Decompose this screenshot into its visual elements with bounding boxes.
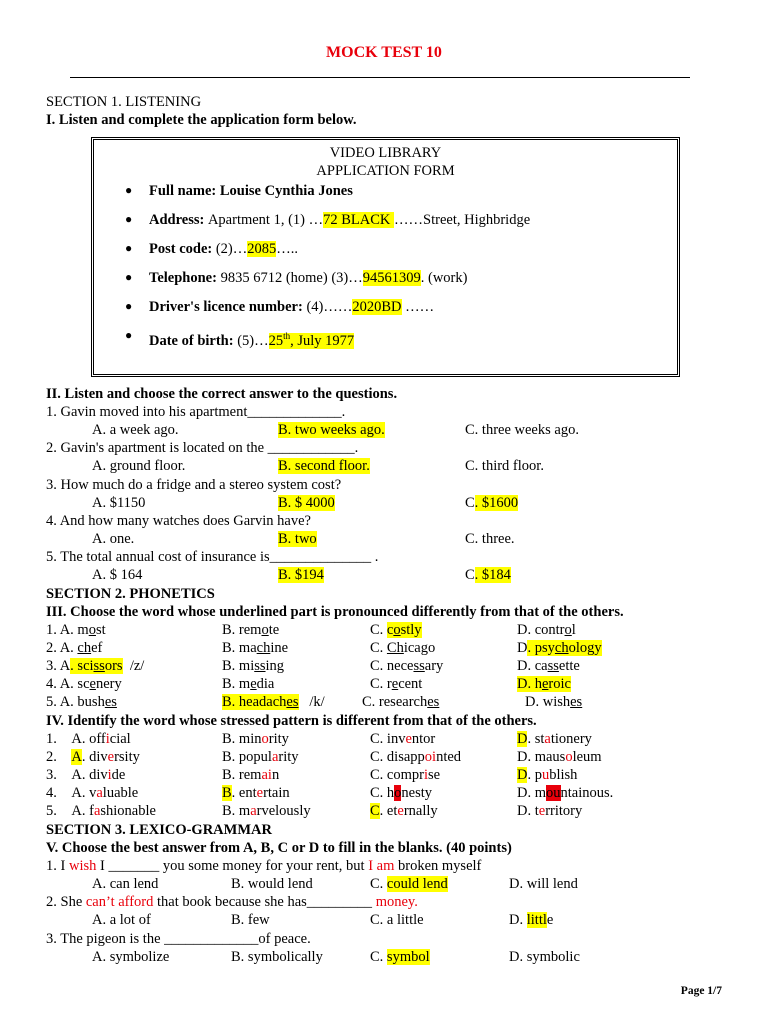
p4-row4-a: 4. A. valuable (46, 785, 139, 801)
form-field-answer: 94561309 (362, 270, 421, 286)
title-rule (70, 77, 690, 78)
form-field (149, 211, 530, 229)
option-b: B. second floor. (278, 458, 370, 474)
option-a: A. ground floor. (92, 458, 186, 474)
form-field-answer: 25th, July 1977 (268, 331, 355, 349)
form-field-answer: 2085 (247, 241, 277, 257)
p3-row1-d: D. control (517, 622, 576, 638)
document-title: MOCK TEST 10 (326, 44, 442, 61)
p4-row3-b: B. remain (222, 767, 280, 783)
p4-row3-c: C. comprise (370, 767, 441, 783)
p5-q3-c-text: symbol (386, 949, 430, 965)
option-b: B. $194 (278, 567, 324, 583)
form-field-label: Date of birth: (149, 332, 238, 349)
form-field-label: Driver's licence number: (149, 299, 307, 315)
p3-row4-d: D. heroic (517, 676, 571, 692)
p4-row5-d: D. territory (517, 803, 583, 819)
bullet-icon: ● (125, 270, 133, 284)
listening-question: 4. And how many watches does Garvin have? (46, 513, 311, 529)
bullet-icon: ● (125, 328, 133, 342)
form-title-2: APPLICATION FORM (316, 163, 455, 179)
p3-row2-b: B. machine (222, 640, 289, 656)
p5-q1-c-text: could lend (386, 876, 448, 892)
p3-row2-d: D. psychology (517, 640, 602, 656)
form-field-text: Louise Cynthia Jones (219, 183, 353, 199)
p3-row5-d: D. wishes (525, 694, 583, 710)
p4-row5-a: 5. A. fashionable (46, 803, 156, 819)
part2-instruction: II. Listen and choose the correct answer to the questions. (46, 386, 398, 402)
bullet-icon: ● (125, 183, 133, 197)
form-field-suffix: …… (401, 299, 435, 315)
p4-row4-d: D. mountainous. (517, 785, 614, 801)
p3-row1-b: B. remote (222, 622, 280, 638)
form-field-answer: 72 BLACK (323, 212, 395, 228)
p5-q3-d: D. symbolic (509, 949, 580, 965)
p4-row4-b: B. entertain (222, 785, 290, 801)
p5-q3-a: A. symbolize (92, 949, 170, 965)
form-field-suffix: . (work) (420, 270, 468, 286)
listening-question: 1. Gavin moved into his apartment_____________. (46, 404, 346, 420)
form-field (149, 327, 354, 350)
part3-instruction: III. Choose the word whose underlined part is pronounced differently from that of the others. (46, 604, 624, 620)
form-field (149, 240, 298, 258)
p5-q3: 3. The pigeon is the _____________of peace. (46, 931, 311, 947)
p5-q2-a: A. a lot of (92, 912, 151, 928)
p4-row3-a: 3. A. divide (46, 767, 126, 783)
p4-row4-c: C. honesty (370, 785, 433, 801)
form-field-text: Apartment 1, (1) … (207, 212, 324, 228)
listening-question: 3. How much do a fridge and a stereo system cost? (46, 477, 342, 493)
option-c: C. $184 (465, 567, 511, 583)
option-c: C. third floor. (465, 458, 544, 474)
p5-q1: 1. I wish I _______ you some money for your rent, but I am broken myself (46, 858, 482, 874)
option-b: B. two (278, 531, 317, 547)
p4-row5-c: C. eternally (370, 803, 438, 819)
p4-row2-a: 2. A. diversity (46, 749, 140, 765)
option-c: C. three. (465, 531, 515, 547)
p3-row5-b: B. headaches /k/ (222, 694, 325, 710)
section2-heading: SECTION 2. PHONETICS (46, 586, 215, 602)
part5-instruction: V. Choose the best answer from A, B, C or D to fill in the blanks. (40 points) (46, 840, 512, 856)
p3-row1-a: 1. A. most (46, 622, 106, 638)
option-b: B. $ 4000 (278, 495, 335, 511)
form-field-label: Telephone: (149, 270, 221, 286)
p5-q3-c: C. symbol (370, 949, 430, 965)
form-field-text: (4)…… (306, 299, 353, 315)
form-field-text: 9835 6712 (home) (3)… (220, 270, 363, 286)
p3-row3-a: 3. A. scissors /z/ (46, 658, 145, 674)
p3-row4-c: C. recent (370, 676, 423, 692)
form-title-1: VIDEO LIBRARY (329, 145, 442, 161)
form-field-label: Address: (149, 212, 208, 228)
p4-row1-b: B. minority (222, 731, 289, 747)
bullet-icon: ● (125, 241, 133, 255)
form-field-suffix: ……Street, Highbridge (394, 212, 531, 228)
p4-row3-d: D. publish (517, 767, 578, 783)
bullet-icon: ● (125, 212, 133, 226)
option-a: A. a week ago. (92, 422, 179, 438)
option-a: A. one. (92, 531, 135, 547)
p5-q2-c: C. a little (370, 912, 424, 928)
form-field-text: (5)… (237, 332, 269, 349)
p3-row4-a: 4. A. scenery (46, 676, 122, 692)
p4-row1-d: D. stationery (517, 731, 592, 747)
form-field-answer: 2020BD (352, 299, 402, 315)
p3-row3-b: B. missing (222, 658, 285, 674)
form-field (149, 269, 467, 287)
listening-question: 5. The total annual cost of insurance is______________ . (46, 549, 379, 565)
p4-row1-a: 1. A. official (46, 731, 131, 747)
p3-row5-c: C. researches (362, 694, 440, 710)
p5-q2-b: B. few (231, 912, 270, 928)
part1-instruction: I. Listen and complete the application form below. (46, 112, 357, 128)
p4-row2-b: B. popularity (222, 749, 299, 765)
option-c: C. three weeks ago. (465, 422, 579, 438)
page-number: Page 1/7 (680, 985, 722, 997)
p3-row3-c: C. necessary (370, 658, 444, 674)
p4-row1-c: C. inventor (370, 731, 436, 747)
section1-heading: SECTION 1. LISTENING (46, 94, 202, 110)
p4-row2-d: D. mausoleum (517, 749, 602, 765)
form-field-suffix: ….. (276, 241, 299, 257)
p3-row4-b: B. media (222, 676, 275, 692)
form-field (149, 298, 434, 316)
bullet-icon: ● (125, 299, 133, 313)
p5-q1-d: D. will lend (509, 876, 578, 892)
form-field-label: Post code: (149, 241, 216, 257)
listening-question: 2. Gavin's apartment is located on the ____________. (46, 440, 359, 456)
p3-row1-c: C. costly (370, 622, 422, 638)
option-c: C. $1600 (465, 495, 519, 511)
p5-q3-b: B. symbolically (231, 949, 323, 965)
p3-row2-c: C. Chicago (370, 640, 436, 656)
option-a: A. $1150 (92, 495, 146, 511)
p4-row5-b: B. marvelously (222, 803, 311, 819)
p3-row2-a: 2. A. chef (46, 640, 103, 656)
p5-q2: 2. She can’t afford that book because she has_________ money. (46, 894, 418, 910)
p3-row5-a: 5. A. bushes (46, 694, 117, 710)
p4-row2-c: C. disappointed (370, 749, 462, 765)
option-b: B. two weeks ago. (278, 422, 385, 438)
form-field (149, 182, 353, 200)
part4-instruction: IV. Identify the word whose stressed pattern is different from that of the others. (46, 713, 537, 729)
option-a: A. $ 164 (92, 567, 143, 583)
p5-q2-d: D. little (509, 912, 554, 928)
form-field-text: (2)… (215, 241, 248, 257)
p3-row3-d: D. cassette (517, 658, 580, 674)
p5-q1-b: B. would lend (231, 876, 313, 892)
form-field-label: Full name: (149, 183, 220, 199)
section3-heading: SECTION 3. LEXICO-GRAMMAR (46, 822, 272, 838)
p5-q1-a: A. can lend (92, 876, 159, 892)
p5-q1-c: C. could lend (370, 876, 448, 892)
